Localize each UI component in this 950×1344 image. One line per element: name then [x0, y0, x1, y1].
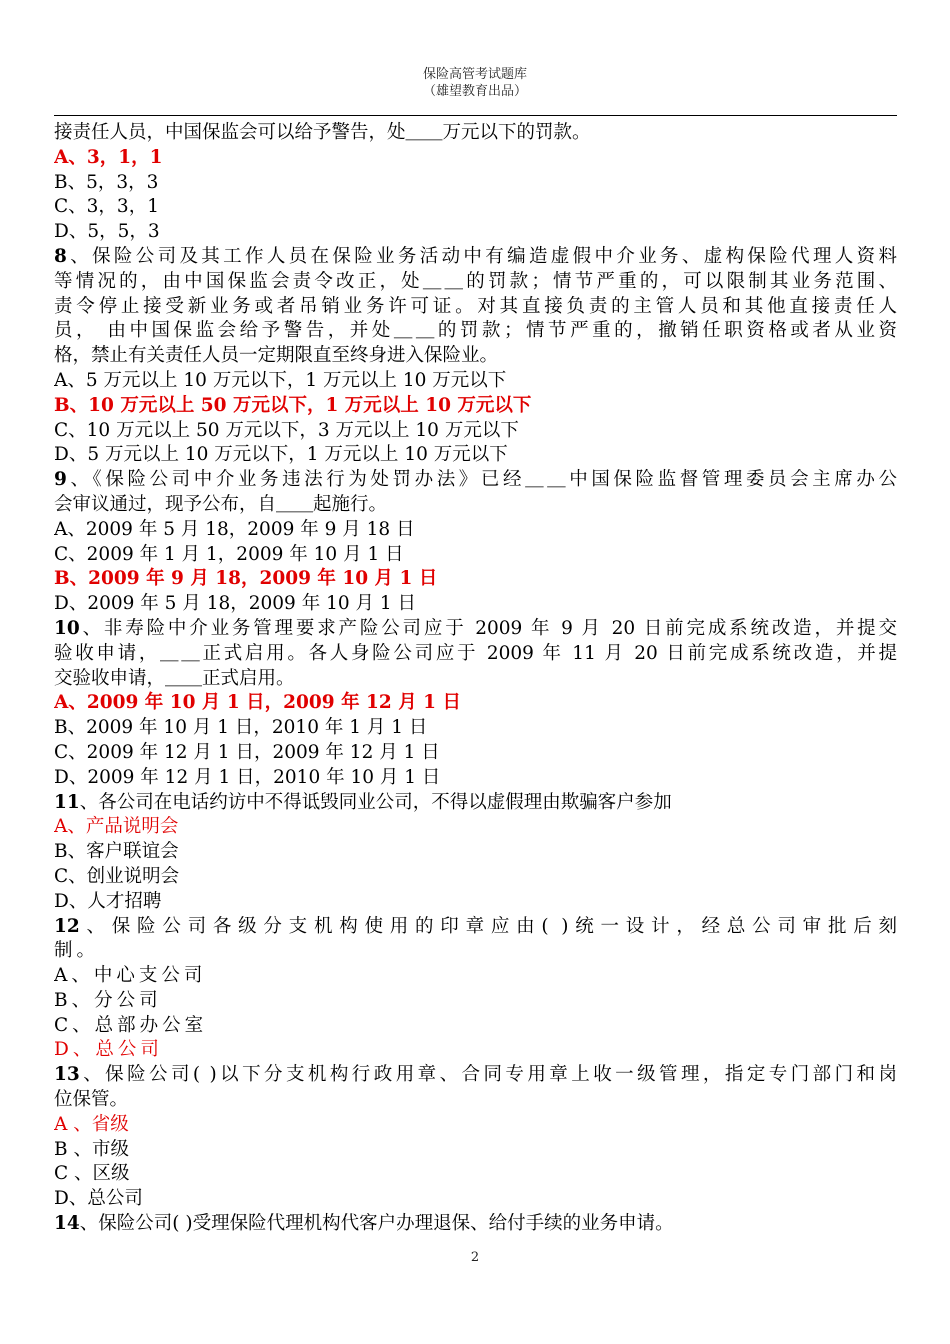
- question-12: [54, 915, 897, 940]
- question-text: 位保管。: [54, 1089, 129, 1111]
- question-number: 11: [54, 791, 80, 813]
- answer-option: B、2009 年 10 月 1 日，2010 年 1 月 1 日: [54, 717, 428, 739]
- question-text: 、保险公司( )以下分支机构行政用章、合同专用章上收一级管理，指定专门部门和岗: [79, 1064, 897, 1086]
- answer-option-correct: B、10 万元以上 50 万元以下，1 万元以上 10 万元以下: [54, 394, 532, 416]
- question-text: 会审议通过，现予公布，自＿＿起施行。: [54, 493, 388, 515]
- question-number: 13: [54, 1064, 80, 1086]
- page-number: 2: [470, 1250, 480, 1265]
- header-subtitle: （雄望教育出品）: [422, 84, 527, 99]
- answer-option: B、分公司: [54, 989, 162, 1011]
- page-header: [0, 66, 950, 100]
- answer-option-correct: A、3，1，1: [54, 146, 163, 168]
- answer-option: D、5，5，3: [54, 221, 160, 243]
- answer-option: A、5 万元以上 10 万元以下，1 万元以上 10 万元以下: [54, 369, 507, 391]
- answer-option-correct: A、产品说明会: [54, 816, 179, 838]
- question-8: [54, 245, 897, 270]
- question-body: [54, 121, 897, 1237]
- question-text: 验收申请，＿＿正式启用。各人身险公司应于 2009 年 11 月 20 日前完成系统改造，并提: [54, 642, 897, 664]
- answer-option: B、5，3，3: [54, 171, 159, 193]
- answer-option: A、2009 年 5 月 18，2009 年 9 月 18 日: [54, 518, 415, 540]
- question-10: [54, 617, 897, 642]
- question-text: 交验收申请，＿＿正式启用。: [54, 667, 295, 689]
- answer-option: D、2009 年 5 月 18，2009 年 10 月 1 日: [54, 593, 417, 615]
- question-text: 责令停止接受新业务或者吊销业务许可证。对其直接负责的主管人员和其他直接责任人: [54, 295, 897, 317]
- question-text: 、保险公司及其工作人员在保险业务活动中有编造虚假中介业务、虚构保险代理人资料: [66, 245, 897, 267]
- answer-option: C、2009 年 12 月 1 日，2009 年 12 月 1 日: [54, 741, 440, 763]
- question-number: 8: [54, 245, 67, 267]
- answer-option: A、中心支公司: [54, 965, 207, 987]
- question-13: [54, 1063, 897, 1088]
- question-text: 等情况的，由中国保监会责令改正，处＿＿的罚款；情节严重的，可以限制其业务范围、: [54, 270, 897, 292]
- question-text: 、《保险公司中介业务违法行为处罚办法》已经＿＿中国保险监督管理委员会主席办公: [66, 469, 897, 491]
- question-text: 员， 由中国保监会给予警告，并处＿＿的罚款；情节严重的，撤销任职资格或者从业资: [54, 320, 897, 342]
- question-text: 、保险公司( )受理保险代理机构代客户办理退保、给付手续的业务申请。: [79, 1213, 674, 1235]
- answer-option: D、2009 年 12 月 1 日，2010 年 10 月 1 日: [54, 766, 441, 788]
- question-text: 、非寿险中介业务管理要求产险公司应于 2009 年 9 月 20 日前完成系统改造，并提交: [79, 617, 897, 639]
- answer-option-correct: B、2009 年 9 月 18，2009 年 10 月 1 日: [54, 568, 438, 590]
- answer-option: C 、区级: [54, 1163, 130, 1185]
- question-text: 、保险公司各级分支机构使用的印章应由( )统一设计，经总公司审批后刻: [79, 915, 897, 937]
- question-11: [54, 791, 897, 816]
- answer-option: C、2009 年 1 月 1，2009 年 10 月 1 日: [54, 543, 404, 565]
- answer-option: D、5 万元以上 10 万元以下，1 万元以上 10 万元以下: [54, 444, 508, 466]
- answer-option: D、总公司: [54, 1188, 143, 1210]
- answer-option: B、客户联谊会: [54, 841, 179, 863]
- text-line: 接责任人员，中国保监会可以给予警告，处＿＿万元以下的罚款。: [54, 122, 591, 143]
- question-text: 、各公司在电话约访中不得诋毁同业公司，不得以虚假理由欺骗客户参加: [79, 791, 672, 813]
- header-title: 保险高管考试题库: [422, 67, 527, 82]
- header-rule: [54, 115, 897, 116]
- question-14: [54, 1212, 897, 1237]
- question-number: 9: [54, 469, 67, 491]
- answer-option: C、总部办公室: [54, 1014, 208, 1036]
- question-number: 10: [54, 617, 80, 639]
- answer-option: C、创业说明会: [54, 865, 180, 887]
- question-number: 14: [54, 1213, 80, 1235]
- question-9: [54, 468, 897, 493]
- answer-option-correct: D、总公司: [54, 1039, 163, 1061]
- answer-option-correct: A、2009 年 10 月 1 日，2009 年 12 月 1 日: [54, 692, 461, 714]
- answer-option-correct: A 、省级: [54, 1113, 129, 1135]
- answer-option: B 、市级: [54, 1138, 129, 1160]
- answer-option: D、人才招聘: [54, 890, 162, 912]
- question-number: 12: [54, 915, 80, 937]
- question-text: 格，禁止有关责任人员一定期限直至终身进入保险业。: [54, 345, 499, 367]
- question-text: 制。: [54, 940, 100, 962]
- answer-option: C、3，3，1: [54, 196, 159, 218]
- answer-option: C、10 万元以上 50 万元以下，3 万元以上 10 万元以下: [54, 419, 519, 441]
